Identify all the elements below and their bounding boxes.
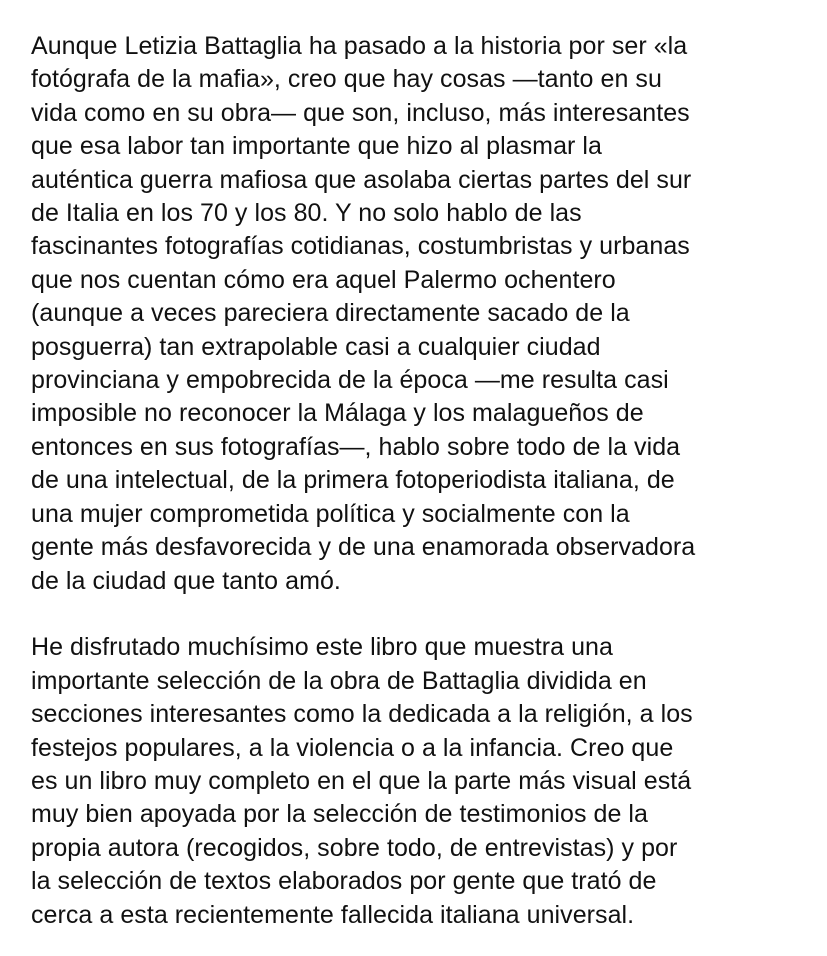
- text-line: propia autora (recogidos, sobre todo, de entrevistas) y por: [31, 833, 678, 862]
- text-line: He disfrutado muchísimo este libro que muestra una: [31, 633, 613, 662]
- text-line: una mujer comprometida política y socialmente con la: [31, 499, 630, 528]
- text-line: vida como en su obra— que son, incluso, más interesantes: [31, 98, 690, 127]
- text-line: auténtica guerra mafiosa que asolaba ciertas partes del sur: [31, 165, 692, 194]
- text-line: la selección de textos elaborados por gente que trató de: [31, 867, 657, 896]
- text-line: festejos populares, a la violencia o a la infancia. Creo que: [31, 733, 674, 762]
- paragraph-1: [31, 30, 811, 598]
- text-line: imposible no reconocer la Málaga y los malagueños de: [31, 399, 644, 428]
- document-body: [31, 30, 811, 932]
- text-line: muy bien apoyada por la selección de testimonios de la: [31, 800, 648, 829]
- text-line: que nos cuentan cómo era aquel Palermo ochentero: [31, 265, 616, 294]
- text-line: (aunque a veces pareciera directamente sacado de la: [31, 299, 630, 328]
- text-line: es un libro muy completo en el que la parte más visual está: [31, 766, 692, 795]
- text-line: posguerra) tan extrapolable casi a cualquier ciudad: [31, 332, 601, 361]
- text-line: provinciana y empobrecida de la época —me resulta casi: [31, 366, 669, 395]
- text-line: secciones interesantes como la dedicada a la religión, a los: [31, 700, 693, 729]
- text-line: de Italia en los 70 y los 80. Y no solo hablo de las: [31, 199, 582, 228]
- text-line: de la ciudad que tanto amó.: [31, 566, 341, 595]
- text-line: Aunque Letizia Battaglia ha pasado a la historia por ser «la: [31, 32, 688, 60]
- paragraph-gap: [31, 598, 811, 631]
- text-line: gente más desfavorecida y de una enamorada observadora: [31, 533, 696, 562]
- text-line: cerca a esta recientemente fallecida italiana universal.: [31, 900, 635, 929]
- paragraph-2: [31, 631, 811, 932]
- text-line: importante selección de la obra de Battaglia dividida en: [31, 666, 647, 695]
- text-line: que esa labor tan importante que hizo al plasmar la: [31, 132, 602, 161]
- text-line: entonces en sus fotografías—, hablo sobre todo de la vida: [31, 432, 681, 461]
- text-line: de una intelectual, de la primera fotoperiodista italiana, de: [31, 466, 675, 495]
- text-line: fascinantes fotografías cotidianas, costumbristas y urbanas: [31, 232, 690, 261]
- text-line: fotógrafa de la mafia», creo que hay cosas —tanto en su: [31, 65, 662, 94]
